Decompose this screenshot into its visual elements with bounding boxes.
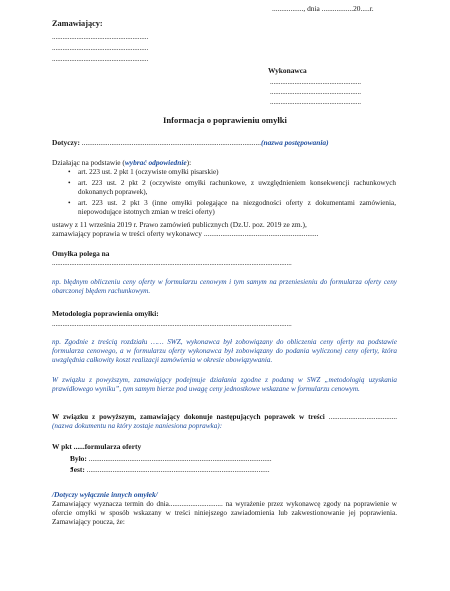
corrections-intro bbox=[52, 413, 397, 431]
method-dots: ......................................................................................................................................... bbox=[52, 320, 292, 328]
corrections-intro-text: W związku z powyższym, zamawiający dokonuje następujących poprawek w treści bbox=[52, 413, 325, 421]
error-heading: Omyłka polega na bbox=[52, 249, 110, 258]
basis-bullet-2: • art. 223 ust. 2 pkt 2 (oczywiste omyłki rachunkowe, z uwzględnieniem konsekwencji rachunkowych dokonanych poprawek), bbox=[78, 179, 396, 197]
is-label: Jest: bbox=[70, 465, 85, 474]
ordering-party-label: Zamawiający: bbox=[52, 19, 103, 28]
contractor-line-2: .................................................... bbox=[270, 88, 361, 96]
was-row bbox=[70, 454, 272, 463]
basis-act-line: ustawy z 11 września 2019 r. Prawo zamówień publicznych (Dz.U. poz. 2019 ze zm.), bbox=[52, 220, 307, 229]
is-row bbox=[70, 465, 270, 474]
dotyczy-label: Dotyczy: bbox=[52, 138, 80, 147]
was-dots: ................................................................................................... bbox=[88, 454, 272, 463]
document-title: Informacja o poprawieniu omyłki bbox=[163, 115, 287, 125]
innych-text: Zamawiający wyznacza termin do dnia.............................. na wyrażenie przez wykonawcę zgody na poprawienie w ofercie omyłki w sposób wskazany w treści niniejszego zawiadomienia lub zakwestionowanie jej poprawienia. Zamawiający poucza, że: bbox=[52, 500, 397, 527]
contractor-label: Wykonawca bbox=[268, 66, 307, 75]
dotyczy-dots: ................................................................................................. bbox=[81, 138, 261, 147]
error-example: np. błędnym obliczeniu ceny oferty w formularzu cenowym i tym samym na przeniesieniu do formularza oferty ceny obarczonej błędem rachunkowym. bbox=[52, 278, 397, 296]
ordering-party-line-2: ....................................................... bbox=[52, 44, 149, 52]
basis-intro-prefix: Działając na podstawie ( bbox=[52, 158, 125, 167]
method-example-1: np. Zgodnie z treścią rozdziału …… SWZ, wykonawca był zobowiązany do obliczenia ceny oferty na podstawie formularza cenowego, a w formularzu oferty wykonawca był zobowiązany do podania wyliczonej ceny oferty, która uwzględnia całkowity koszt realizacji zamówienia w okresie obowiązywania. bbox=[52, 338, 397, 365]
corrections-intro-dots: ...................................... bbox=[328, 413, 397, 421]
basis-intro-suffix: ): bbox=[186, 158, 192, 167]
method-example-2: W związku z powyższym, zamawiający podejmuje działania zgodne z podaną w SWZ „metodologią uzyskania prawidłowego wyniku”, tym samym bierze pod uwagę ceny jednostkowe wskazane w formularzu cenowym. bbox=[52, 376, 397, 394]
basis-bullet-1: • art. 223 ust. 2 pkt 1 (oczywiste omyłki pisarskie) bbox=[78, 168, 396, 177]
basis-intro bbox=[52, 158, 191, 167]
is-dots: ................................................................................................... bbox=[86, 465, 270, 474]
ordering-party-line-3: ....................................................... bbox=[52, 55, 149, 63]
dotyczy-line bbox=[52, 138, 329, 147]
corrections-item-label: W pkt ......formularza oferty bbox=[52, 442, 142, 451]
method-heading: Metodologia poprawienia omyłki: bbox=[52, 309, 159, 318]
basis-bullet-3: • art. 223 ust. 2 pkt 3 (inne omyłki polegające na niezgodności oferty z dokumentami zamówienia, niepowodujące istotnych zmian w treści oferty) bbox=[78, 199, 396, 217]
ordering-party-line-1: ....................................................... bbox=[52, 33, 149, 41]
was-label: Było: bbox=[70, 454, 87, 463]
was-bullet bbox=[80, 454, 81, 463]
basis-correction-line: zamawiający poprawia w treści oferty wykonawcy .............................................................. bbox=[52, 229, 319, 238]
dotyczy-note: (nazwa postępowania) bbox=[261, 138, 329, 147]
innych-heading: /Dotyczy wyłącznie innych omyłek/ bbox=[52, 490, 158, 499]
error-dots: ......................................................................................................................................... bbox=[52, 259, 292, 267]
date-line: ................., dnia .................20.....r. bbox=[272, 4, 374, 13]
is-bullet bbox=[80, 465, 81, 474]
contractor-line-3: .................................................... bbox=[270, 98, 361, 106]
basis-select-note: wybrać odpowiednie bbox=[124, 158, 187, 167]
contractor-line-1: .................................................... bbox=[270, 78, 361, 86]
corrections-intro-note: (nazwa dokumentu na który zostaje naniesiona poprawka): bbox=[52, 422, 223, 431]
